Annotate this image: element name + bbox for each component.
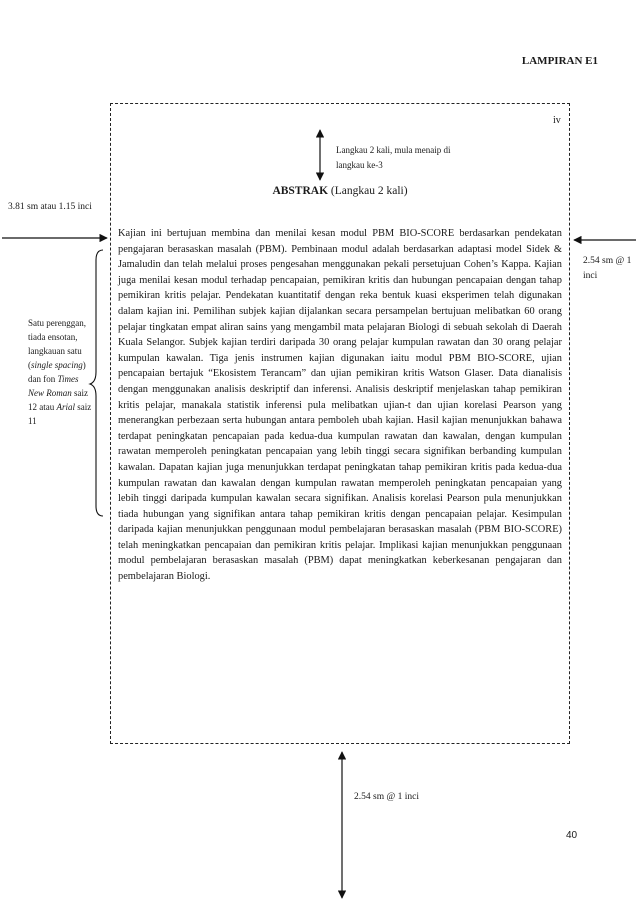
rule-text-1: Satu perenggan, tiada ensotan, langkauan satu (	[28, 318, 86, 370]
abstract-body: Kajian ini bertujuan membina dan menilai kesan modul PBM BIO-SCORE berdasarkan pendekatan pengajaran berasaskan masalah (PBM). Pembinaan modul adalah berdasarkan adaptasi model Sidek & Jamaludin dan telah melalui proses pengesahan menggunakan pekali persetujuan Cohen’s Kappa. Kajian juga menilai kesan modul terhadap pencapaian, pemikiran kritis dan hubungan pencapaian dengan tahap pemikiran kritis pelajar. Pendekatan kuantitatif dengan reka bentuk kuasi eksperimen telah digunakan dalam kajian ini. Pemilihan subjek kajian dijalankan secara persampelan bertujuan melibatkan 60 orang pelajar tingkatan empat aliran sains yang mengambil mata pelajaran Biologi di sebuah sekolah di Daerah Kuala Selangor. Subjek kajian terdiri daripada 30 orang pelajar kumpulan rawatan dan 30 orang pelajar kumpulan kawalan. Tiga jenis instrumen kajian digunakan iaitu modul PBM BIO-SCORE, ujian pencapaian bertajuk “Ekosistem Terancam” dan ujian pemikiran kritis Watson Glaser. Data dianalisis dengan menggunakan analisis deskriptif dan inferensi. Analisis deskriptif menjelaskan tahap pemikiran kritis pelajar, manakala statistik inferensi pula melibatkan ujian-t dan ujian korelasi Pearson yang menerangkan perbezaan serta hubungan antara pemboleh ubah kajian. Hasil kajian menunjukkan bahawa terdapat peningkatan pencapaian pada kedua-dua kumpulan rawatan dan kawalan, dengan kumpulan rawatan memperoleh peningkatan pencapaian yang lebih tinggi secara signifikan berbanding kumpulan kawalan. Dapatan kajian juga menunjukkan terdapat peningkatan tahap pemikiran kritis pada kedua-dua kumpulan rawatan dan kawalan dengan kumpulan rawatan memperoleh peningkatan pencapaian yang lebih tinggi daripada kumpulan kawalan secara signifikan. Analisis korelasi Pearson pula menunjukkan tiada hubungan yang signifikan antara tahap pemikiran kritis dengan pencapaian pelajar. Kesimpulan daripada kajian menunjukkan penggunaan modul pembelajaran berasaskan masalah (PBM BIO-SCORE) telah meningkatkan pencapaian dan pemikiran kritis pelajar. Implikasi kajian menunjukkan penggunaan modul pembelajaran berasaskan masalah (PBM) dapat meningkatkan keberkesanan pengajaran dan pembelajaran Biologi.	[118, 228, 562, 583]
rule-italic-1: single spacing	[31, 360, 83, 370]
rule-text-2: ) dan fon	[28, 360, 86, 384]
page-number: 40	[566, 830, 578, 841]
rule-text-3: saiz 12 atau	[28, 388, 88, 412]
abstract-title: ABSTRAK	[272, 185, 329, 197]
top-spacing-note: Langkau 2 kali, mula menaip di langkau ke-3	[336, 145, 451, 170]
rule-italic-2: Times New Roman	[28, 374, 79, 398]
abstract-title-note: (Langkau 2 kali)	[328, 185, 408, 197]
appendix-label: LAMPIRAN E1	[521, 55, 598, 67]
rule-text-4: saiz 11	[28, 402, 92, 426]
rule-italic-3: Arial	[56, 402, 76, 412]
right-margin-note: 2.54 sm @ 1 inci	[583, 256, 632, 281]
left-margin-note: 3.81 sm atau 1.15 inci	[8, 202, 92, 212]
bottom-margin-note: 2.54 sm @ 1 inci	[354, 792, 419, 802]
paragraph-bracket	[90, 250, 103, 516]
roman-page-number: iv	[553, 115, 561, 126]
